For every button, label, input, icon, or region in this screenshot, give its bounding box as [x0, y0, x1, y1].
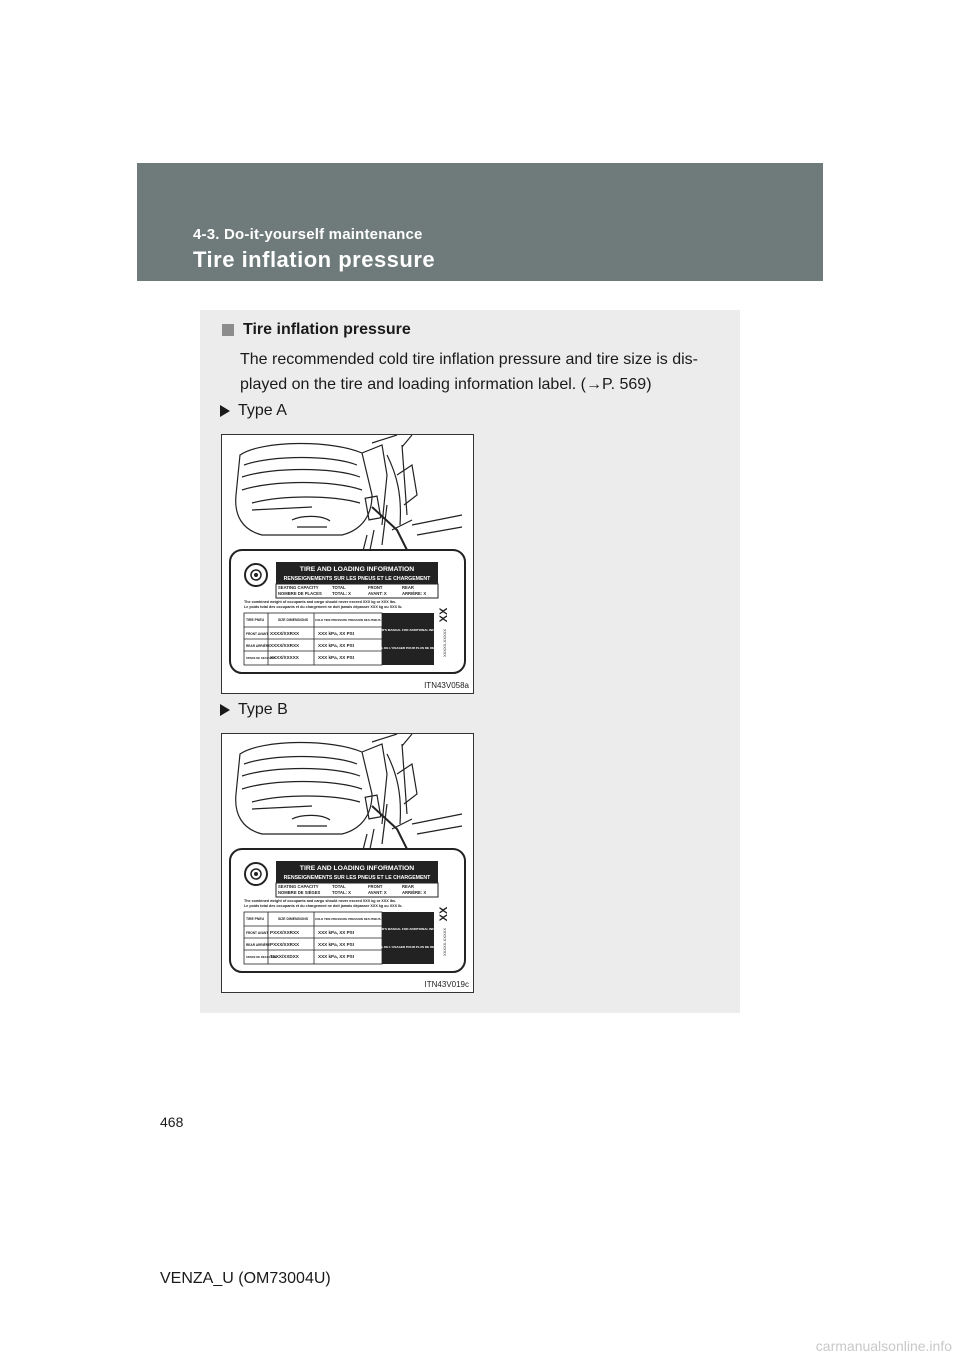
col-size: SIZE DIMENSIONS — [278, 618, 308, 622]
square-bullet-icon — [222, 324, 234, 336]
label-b-heading-1: TIRE AND LOADING INFORMATION — [299, 865, 415, 872]
type-b-label — [220, 701, 288, 719]
figure-type-b — [221, 733, 474, 993]
page-title: Tire inflation pressure — [193, 247, 436, 272]
b-row-spare: SPARE DE RECHANGE — [246, 955, 277, 959]
seat-label-illustration-b — [222, 734, 473, 992]
body-line-1: The recommended cold tire inflation pressure and tire size is dis- — [240, 351, 698, 368]
b-weight-1: The combined weight of occupants and cargo should never exceed XXX kg or XXX lbs. — [244, 899, 397, 903]
figure-b-code: ITN43V019c — [424, 980, 469, 989]
row-front: FRONT AVANT — [246, 632, 269, 636]
b-size-spare: TXXX/XXDXX — [270, 954, 299, 959]
row-spare: SPARE DE SECOURS — [246, 656, 275, 660]
b-see-manual-1: SEE OWNER'S MANUAL FOR ADDITIONAL INFORMATION — [365, 927, 451, 931]
body-text — [240, 347, 730, 397]
b-size-front: PXXX/XXRXX — [270, 930, 300, 935]
b-press-rear: XXX kPa, XX PSI — [318, 942, 355, 947]
b-row-front: FRONT AVANT — [246, 931, 269, 935]
triangle-bullet-icon — [220, 405, 230, 417]
col-tire: TIRE PNEU — [246, 618, 265, 622]
b-see-manual-2: VOIR LE MANUEL DE L'USAGER POUR PLUS DE RENSEIGNEMENTS — [356, 945, 460, 949]
label-b-heading-2: RENSEIGNEMENTS SUR LES PNEUS ET LE CHARGEMENT — [283, 875, 431, 881]
b-col-size: SIZE DIMENSIONS — [278, 917, 308, 921]
b-rear-2: ARRIÈRE: X — [402, 890, 427, 895]
row-rear: REAR ARRIÈRE — [246, 644, 271, 648]
watermark: carmanualsonline.info — [815, 1338, 952, 1354]
b-row-rear: REAR ARRIÈRE — [246, 943, 271, 947]
see-manual-2: VOIR LE MANUEL DE L'USAGER POUR PLUS DE RENSEIGNEMENTS — [356, 646, 460, 650]
press-rear: XXX kPa, XX PSI — [318, 643, 355, 648]
b-seat-cap-1: SEATING CAPACITY — [278, 884, 319, 889]
total-1: TOTAL — [332, 585, 346, 590]
b-press-spare: XXX kPa, XX PSI — [318, 954, 355, 959]
subhead-text: Tire inflation pressure — [243, 321, 411, 338]
b-total-1: TOTAL — [332, 884, 346, 889]
b-total-2: TOTAL: X — [332, 890, 351, 895]
weight-1: The combined weight of occupants and cargo should never exceed XXX kg or XXX lbs. — [244, 600, 397, 604]
label-heading-1: TIRE AND LOADING INFORMATION — [299, 566, 415, 573]
seat-cap-1: SEATING CAPACITY — [278, 585, 319, 590]
b-vertical-code: XXXXX-XXXXX — [442, 927, 447, 957]
see-manual-1: SEE OWNER'S MANUAL FOR ADDITIONAL INFORMATION — [365, 628, 451, 632]
size-front: XXXX/XXRXX — [270, 631, 300, 636]
type-b-text: Type B — [238, 701, 288, 718]
b-size-rear: PXXX/XXRXX — [270, 942, 300, 947]
b-front-2: AVANT: X — [368, 890, 387, 895]
front-2: AVANT: X — [368, 591, 387, 596]
press-spare: XXX kPa, XX PSI — [318, 655, 355, 660]
vertical-code: XXXXX-XXXXX — [442, 628, 447, 658]
size-spare: XXXX/XXXXX — [270, 655, 299, 660]
body-line-2: played on the tire and loading information label. (→P. 569) — [240, 376, 652, 393]
triangle-bullet-icon — [220, 704, 230, 716]
total-2: TOTAL: X — [332, 591, 351, 596]
b-col-press: COLD TIRE PRESSURE PRESSION DES PNEUS À FROID — [315, 917, 394, 921]
seat-cap-2: NOMBRE DE PLACES — [278, 591, 322, 596]
press-front: XXX kPa, XX PSI — [318, 631, 355, 636]
b-front-1: FRONT — [368, 884, 383, 889]
front-1: FRONT — [368, 585, 383, 590]
b-side-code: XX — [438, 906, 450, 922]
rear-2: ARRIÈRE: X — [402, 591, 427, 596]
col-press: COLD TIRE PRESSURE PRESSION DES PNEUS À FROID — [315, 618, 394, 622]
b-weight-2: Le poids total des occupants et du chargement ne doit jamais dépasser XXX kg ou XXX lb. — [244, 904, 403, 908]
b-col-tire: TIRE PNEU — [246, 917, 265, 921]
figure-a-code: ITN43V058a — [424, 681, 469, 690]
size-rear: XXXX/XXRXX — [270, 643, 300, 648]
label-heading-2: RENSEIGNEMENTS SUR LES PNEUS ET LE CHARGEMENT — [283, 576, 431, 582]
type-a-label — [220, 402, 287, 420]
footer-doc-code: VENZA_U (OM73004U) — [160, 1270, 331, 1287]
seat-label-illustration-a — [222, 435, 473, 693]
section-label: 4-3. Do-it-yourself maintenance — [193, 226, 423, 243]
weight-2: Le poids total des occupants et du chargement ne doit jamais dépasser XXX kg ou XXX lb. — [244, 605, 403, 609]
side-code: XX — [438, 607, 450, 623]
subhead — [222, 321, 411, 339]
b-rear-1: REAR — [402, 884, 414, 889]
page-number: 468 — [160, 1114, 184, 1130]
b-press-front: XXX kPa, XX PSI — [318, 930, 355, 935]
rear-1: REAR — [402, 585, 414, 590]
b-seat-cap-2: NOMBRE DE SIÈGES — [278, 890, 321, 895]
type-a-text: Type A — [238, 402, 287, 419]
figure-type-a — [221, 434, 474, 694]
